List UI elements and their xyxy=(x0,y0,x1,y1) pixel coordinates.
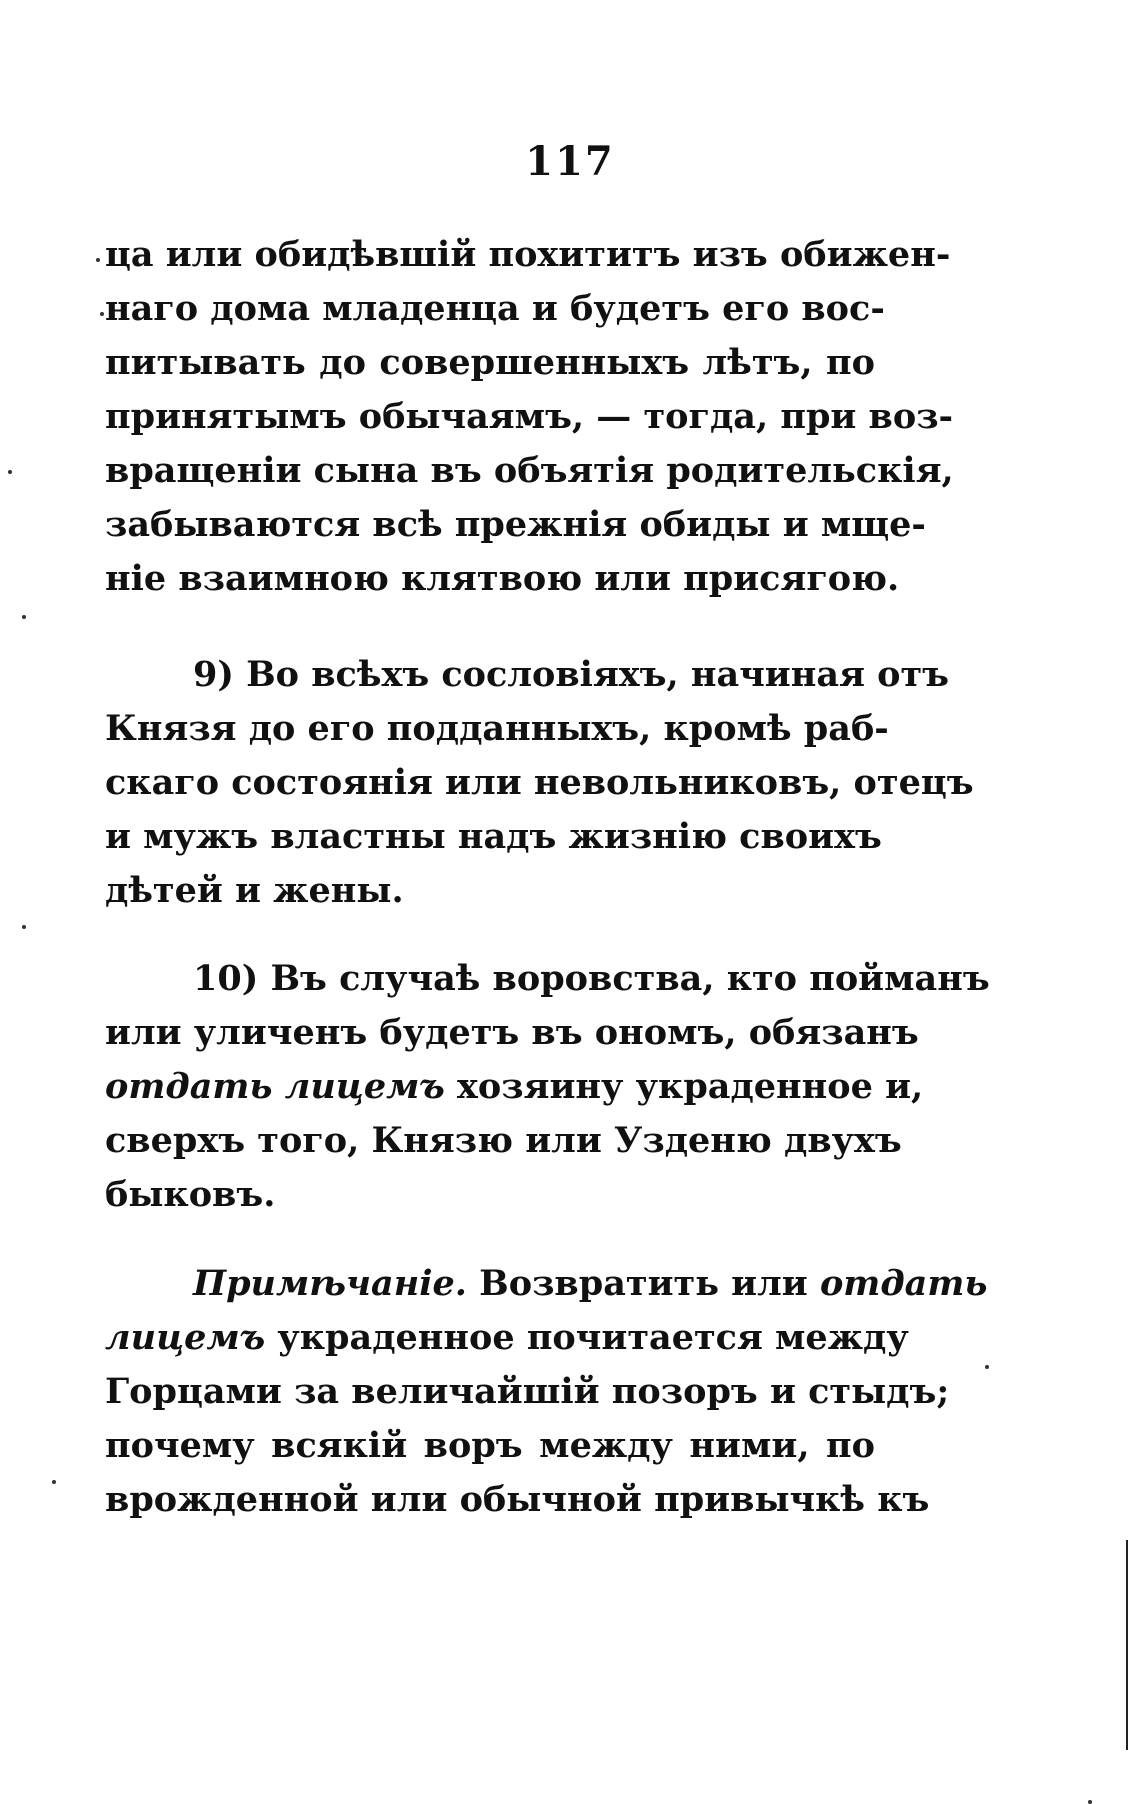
text-line: вращеніи сына въ объятія родительскія, xyxy=(105,450,954,491)
text-line: дѣтей и жены. xyxy=(105,870,404,911)
italic-phrase: лицемъ xyxy=(105,1317,266,1358)
text-line: 10) Въ случаѣ воровства, кто пойманъ xyxy=(193,958,990,999)
italic-phrase: отдать лицемъ xyxy=(105,1066,445,1107)
text-line: скаго состоянія или невольниковъ, отецъ xyxy=(105,762,974,803)
text-run: хозяину украденное и, xyxy=(444,1066,924,1107)
scan-speck xyxy=(100,312,104,316)
text-line: почему всякій воръ между ними, по xyxy=(105,1425,875,1466)
text-line-mixed xyxy=(105,1311,909,1365)
text-line: забываются всѣ прежнія обиды и мще- xyxy=(105,504,926,545)
scan-speck xyxy=(985,1365,989,1369)
italic-phrase: отдать xyxy=(819,1263,988,1304)
scan-speck xyxy=(22,925,26,929)
note-heading: Примѣчаніе. xyxy=(193,1263,467,1304)
paragraph-item-10 xyxy=(105,952,990,1222)
scan-speck xyxy=(1088,1800,1092,1804)
text-line: наго дома младенца и будетъ его вос- xyxy=(105,288,885,329)
text-line: 9) Во всѣхъ сословіяхъ, начиная отъ xyxy=(193,654,949,695)
scan-edge-line xyxy=(1126,1540,1128,1750)
paragraph-item-9 xyxy=(105,648,974,918)
scan-speck xyxy=(96,258,100,262)
scan-speck xyxy=(22,615,26,619)
page-number: 117 xyxy=(525,138,615,185)
text-line: питывать до совершенныхъ лѣтъ, по xyxy=(105,342,875,383)
text-line: быковъ. xyxy=(105,1174,276,1215)
scan-speck xyxy=(8,470,12,474)
paragraph-note xyxy=(105,1257,988,1527)
text-line: Горцами за величайшій позоръ и стыдъ; xyxy=(105,1371,950,1412)
text-run: Возвратить или xyxy=(466,1263,820,1304)
text-line: сверхъ того, Князю или Узденю двухъ xyxy=(105,1120,902,1161)
scan-speck xyxy=(52,1480,56,1484)
text-line: врожденной или обычной привычкѣ къ xyxy=(105,1479,930,1520)
text-line: или уличенъ будетъ въ ономъ, обязанъ xyxy=(105,1012,919,1053)
text-line-mixed xyxy=(105,1060,924,1114)
text-line-mixed xyxy=(105,1257,988,1311)
text-line: принятымъ обычаямъ, — тогда, при воз- xyxy=(105,396,954,437)
text-line: ніе взаимною клятвою или присягою. xyxy=(105,558,900,599)
text-run: украденное почитается между xyxy=(265,1317,909,1358)
text-line: Князя до его подданныхъ, кромѣ раб- xyxy=(105,708,889,749)
text-line: и мужъ властны надъ жизнію своихъ xyxy=(105,816,882,857)
paragraph-continuation xyxy=(105,228,954,606)
text-line: ца или обидѣвшій похититъ изъ обижен- xyxy=(105,234,951,275)
